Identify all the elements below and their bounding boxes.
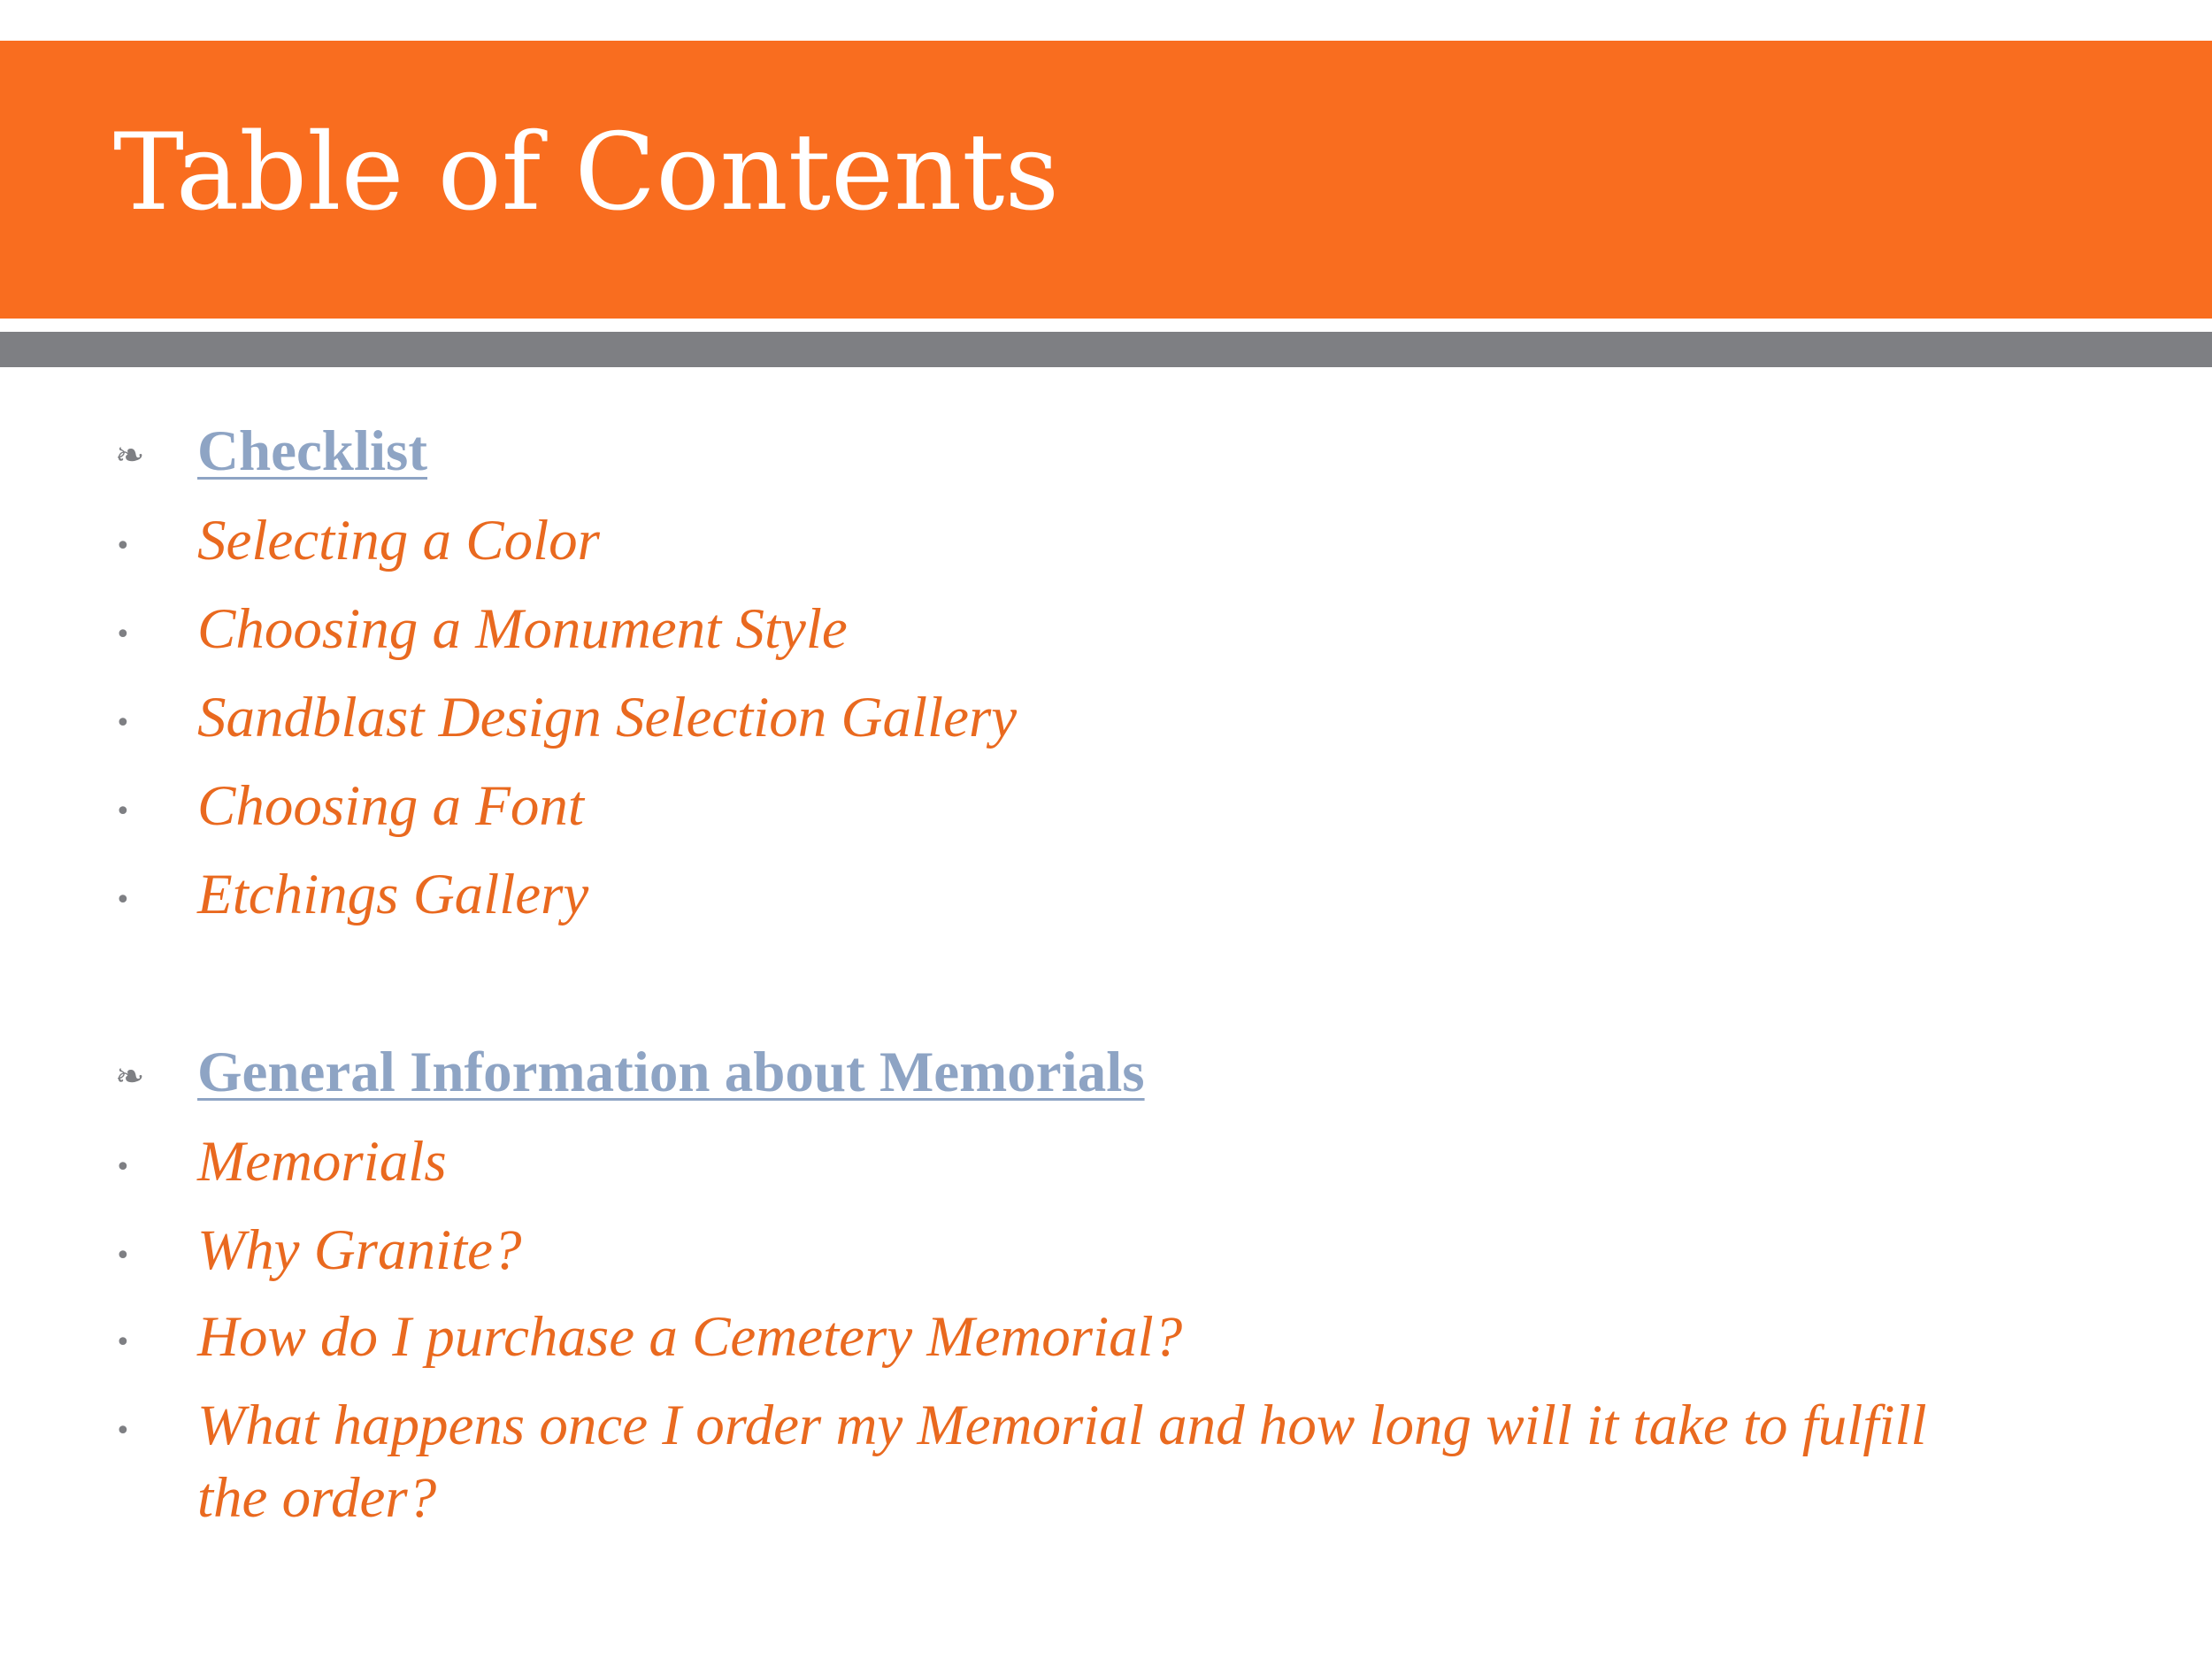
toc-item[interactable]: Memorials [197,1130,447,1194]
toc-item[interactable]: Choosing a Font [197,774,584,838]
toc-link-checklist[interactable]: Checklist [197,419,427,483]
bullet-dot-icon: • [115,619,131,650]
bullet-dot-icon: • [115,1240,131,1271]
bullet-dot-icon: • [115,796,131,827]
fleuron-icon: ❧ [115,435,145,476]
bullet-dot-icon: • [115,1416,131,1447]
toc-item[interactable]: Why Granite? [197,1218,522,1282]
bullet-dot-icon: • [115,708,131,739]
fleuron-icon: ❧ [115,1056,145,1097]
toc-item[interactable]: Choosing a Monument Style [197,597,848,661]
toc-link-general-information[interactable]: General Information about Memorials [197,1041,1145,1104]
bullet-dot-icon: • [115,531,131,562]
toc-item[interactable]: How do I purchase a Cemetery Memorial? [197,1305,1183,1369]
toc-item[interactable]: What happens once I order my Memorial and how long will it take to fulfill the order? [197,1394,1927,1530]
toc-item[interactable]: Etchings Gallery [197,863,589,926]
toc-item[interactable]: Selecting a Color [197,509,600,572]
toc-item[interactable]: Sandblast Design Selection Gallery [197,686,1018,749]
bullet-dot-icon: • [115,1327,131,1358]
bullet-dot-icon: • [115,1152,131,1183]
slide-title: Table of Contents [113,111,1060,234]
bullet-dot-icon: • [115,885,131,916]
